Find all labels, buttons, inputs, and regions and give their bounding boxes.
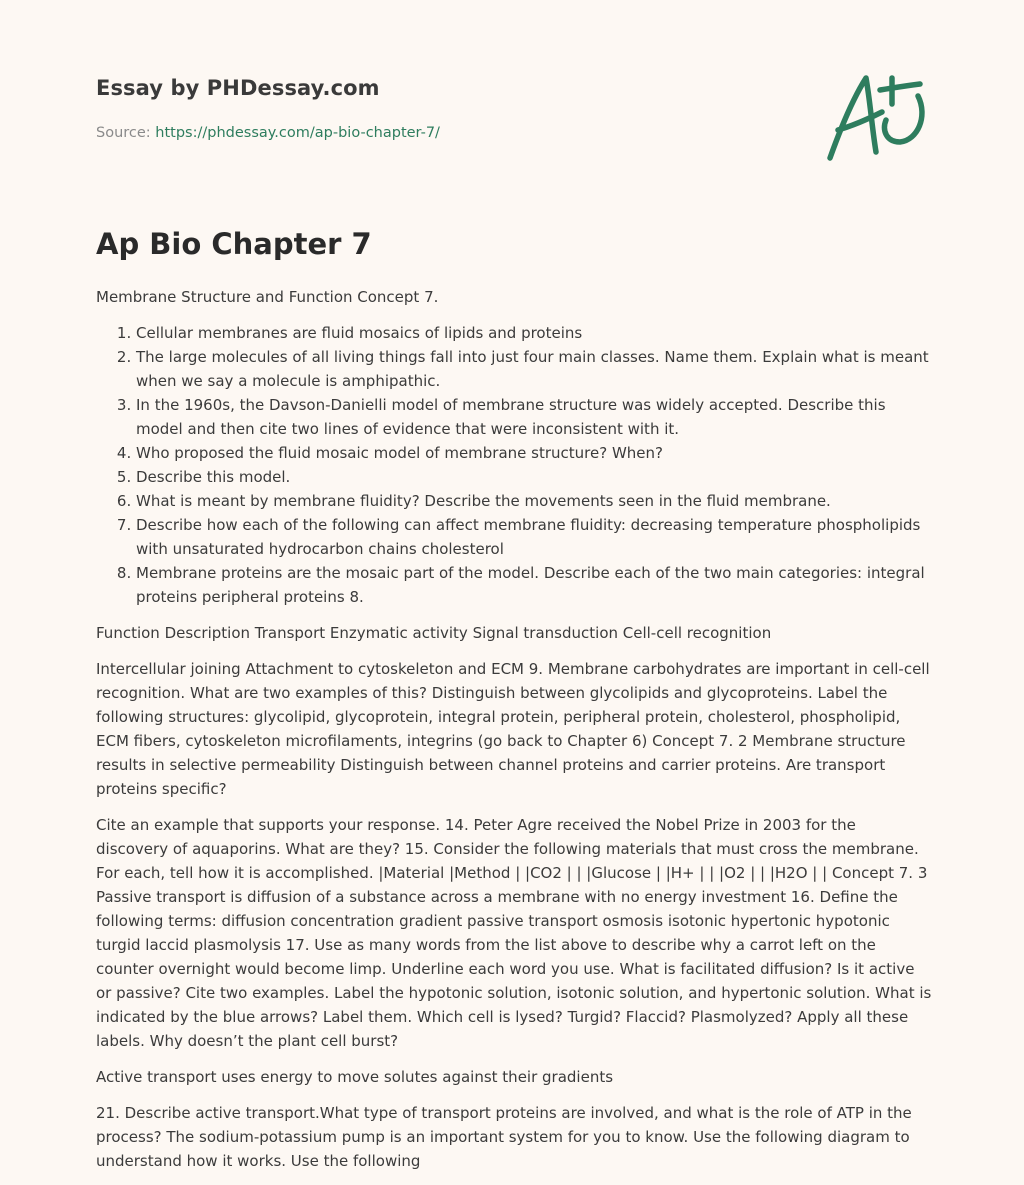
source-label: Source: — [96, 125, 151, 141]
site-brand: Essay by PHDessay.com — [96, 76, 380, 100]
list-item: 5. Describe this model. — [136, 465, 932, 489]
source-link[interactable]: https://phdessay.com/ap-bio-chapter-7/ — [155, 125, 440, 141]
page-title: Ap Bio Chapter 7 — [96, 227, 372, 261]
question-list — [96, 321, 932, 609]
a-plus-logo — [826, 70, 926, 164]
list-item: 8. Membrane proteins are the mosaic part of the model. Describe each of the two main categories: integral proteins peripheral proteins 8. — [136, 561, 932, 609]
paragraph: Function Description Transport Enzymatic activity Signal transduction Cell-cell recognition — [96, 624, 772, 642]
paragraph: Active transport uses energy to move solutes against their gradients — [96, 1068, 614, 1086]
list-item: 7. Describe how each of the following can affect membrane fluidity: decreasing temperature phospholipids with unsaturated hydrocarbon chains cholesterol — [136, 513, 932, 561]
paragraph: Cite an example that supports your response. 14. Peter Agre received the Nobel Prize in 2003 for the discovery of aquaporins. What are they? 15. Consider the following materials that must cross the membrane. For each, tell how it is accomplished. |Material |Method | |CO2 | | |Glucose | |H+ | | |O2 | | |H2O | | Concept 7. 3 Passive transport is diffusion of a substance across a membrane with no energy investment 16. Define the following terms: diffusion concentration gradient passive transport osmosis isotonic hypertonic hypotonic turgid laccid plasmolysis 17. Use as many words from the list above to describe why a carrot left on the counter overnight would become limp. Underline each word you use. What is facilitated diffusion? Is it active or passive? Cite two examples. Label the hypotonic solution, isotonic solution, and hypertonic solution. What is indicated by the blue arrows? Label them. Which cell is lysed? Turgid? Flaccid? Plasmolyzed? Apply all these labels. Why doesn’t the plant cell burst? — [96, 816, 932, 1050]
list-item: 6. What is meant by membrane fluidity? Describe the movements seen in the fluid membrane. — [136, 489, 932, 513]
source-line — [96, 125, 440, 141]
list-item: 3. In the 1960s, the Davson-Danielli model of membrane structure was widely accepted. Describe this model and then cite two lines of evidence that were inconsistent with it. — [136, 393, 932, 441]
paragraph: Intercellular joining Attachment to cytoskeleton and ECM 9. Membrane carbohydrates are important in cell-cell recognition. What are two examples of this? Distinguish between glycolipids and glycoproteins. Label the following structures: glycolipid, glycoprotein, integral protein, peripheral protein, cholesterol, phospholipid, ECM fibers, cytoskeleton microfilaments, integrins (go back to Chapter 6) Concept 7. 2 Membrane structure results in selective permeability Distinguish between channel proteins and carrier proteins. Are transport proteins specific? — [96, 660, 930, 798]
list-item: 4. Who proposed the fluid mosaic model of membrane structure? When? — [136, 441, 932, 465]
list-item: 1. Cellular membranes are fluid mosaics of lipids and proteins — [136, 321, 932, 345]
essay-body — [96, 285, 932, 1185]
list-item: 2. The large molecules of all living things fall into just four main classes. Name them. Explain what is meant when we say a molecule is amphipathic. — [136, 345, 932, 393]
paragraph: 21. Describe active transport.What type of transport proteins are involved, and what is the role of ATP in the process? The sodium-potassium pump is an important system for you to know. Use the following diagram to understand how it works. Use the following — [96, 1104, 912, 1170]
intro-paragraph: Membrane Structure and Function Concept 7. — [96, 288, 439, 306]
